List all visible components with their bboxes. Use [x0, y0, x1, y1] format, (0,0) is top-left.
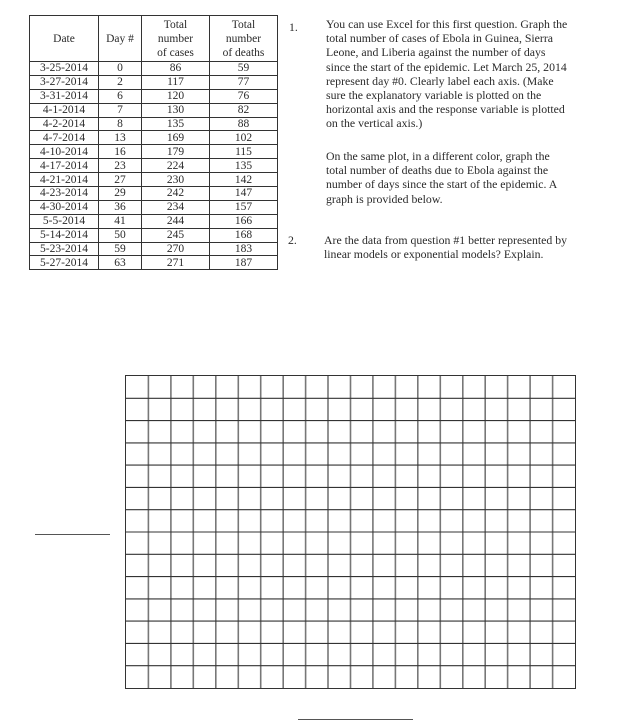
cell-day: 59 — [99, 242, 142, 256]
cell-date: 4-17-2014 — [30, 159, 99, 173]
cell-deaths: 76 — [210, 89, 278, 103]
cell-deaths: 147 — [210, 187, 278, 201]
cell-date: 4-7-2014 — [30, 131, 99, 145]
cell-cases: 270 — [142, 242, 210, 256]
table-row — [30, 173, 278, 187]
table-row — [30, 256, 278, 270]
cell-day: 29 — [99, 187, 142, 201]
cell-day: 41 — [99, 214, 142, 228]
cell-date: 3-27-2014 — [30, 75, 99, 89]
y-axis-label-blank[interactable] — [35, 534, 110, 535]
cell-day: 7 — [99, 103, 142, 117]
table-row — [30, 187, 278, 201]
cell-day: 8 — [99, 117, 142, 131]
cell-day: 27 — [99, 173, 142, 187]
cell-deaths: 82 — [210, 103, 278, 117]
cell-date: 5-5-2014 — [30, 214, 99, 228]
cell-day: 0 — [99, 62, 142, 76]
x-axis-label-blank[interactable] — [298, 719, 413, 720]
cell-date: 5-23-2014 — [30, 242, 99, 256]
header-date: Date — [30, 16, 99, 62]
question-1-part-2-text — [326, 149, 572, 206]
cell-day: 63 — [99, 256, 142, 270]
cell-deaths: 166 — [210, 214, 278, 228]
cell-cases: 234 — [142, 200, 210, 214]
table-row — [30, 117, 278, 131]
cell-cases: 135 — [142, 117, 210, 131]
cell-day: 16 — [99, 145, 142, 159]
cell-deaths: 77 — [210, 75, 278, 89]
cell-cases: 86 — [142, 62, 210, 76]
grid-lines — [126, 376, 577, 690]
cell-deaths: 59 — [210, 62, 278, 76]
cell-cases: 169 — [142, 131, 210, 145]
cell-day: 36 — [99, 200, 142, 214]
table-header-row — [30, 16, 278, 62]
cell-deaths: 135 — [210, 159, 278, 173]
table-row — [30, 214, 278, 228]
question-1-paragraph-1: You can use Excel for this first question. Graph the total number of cases of Ebola in Guinea, Sierra Leone, and Liberia against the number of days since the start of the epidemic. Let March 25, 2014 represent day #0. Clearly label each axis. (Make sure the explanatory variable is plotted on the horizontal axis and the response variable is plotted on the vertical axis.) — [326, 17, 568, 131]
ebola-data-table — [29, 15, 278, 270]
cell-day: 6 — [99, 89, 142, 103]
question-1-number: 1. — [289, 20, 298, 34]
table-row — [30, 200, 278, 214]
header-cases: Total number of cases — [142, 16, 210, 62]
graph-grid — [125, 375, 576, 689]
cell-day: 23 — [99, 159, 142, 173]
question-2-text — [324, 233, 574, 261]
cell-deaths: 157 — [210, 200, 278, 214]
header-day: Day # — [99, 16, 142, 62]
cell-cases: 242 — [142, 187, 210, 201]
cell-deaths: 187 — [210, 256, 278, 270]
table-row — [30, 228, 278, 242]
question-1-text — [326, 17, 572, 131]
cell-cases: 179 — [142, 145, 210, 159]
cell-deaths: 168 — [210, 228, 278, 242]
cell-day: 13 — [99, 131, 142, 145]
cell-cases: 117 — [142, 75, 210, 89]
cell-cases: 245 — [142, 228, 210, 242]
table-row — [30, 75, 278, 89]
table-row — [30, 62, 278, 76]
cell-cases: 271 — [142, 256, 210, 270]
table-row — [30, 242, 278, 256]
table-row — [30, 103, 278, 117]
question-1-paragraph-2: On the same plot, in a different color, graph the total number of deaths due to Ebola against the number of days since the start of the epidemic. A graph is provided below. — [326, 149, 557, 206]
cell-date: 5-27-2014 — [30, 256, 99, 270]
table-row — [30, 89, 278, 103]
cell-cases: 224 — [142, 159, 210, 173]
cell-cases: 130 — [142, 103, 210, 117]
cell-day: 50 — [99, 228, 142, 242]
header-deaths: Total number of deaths — [210, 16, 278, 62]
cell-date: 3-25-2014 — [30, 62, 99, 76]
cell-deaths: 183 — [210, 242, 278, 256]
table-row — [30, 145, 278, 159]
cell-date: 4-23-2014 — [30, 187, 99, 201]
table-row — [30, 131, 278, 145]
cell-deaths: 142 — [210, 173, 278, 187]
cell-cases: 244 — [142, 214, 210, 228]
table-row — [30, 159, 278, 173]
cell-date: 4-30-2014 — [30, 200, 99, 214]
cell-date: 3-31-2014 — [30, 89, 99, 103]
cell-cases: 120 — [142, 89, 210, 103]
cell-deaths: 88 — [210, 117, 278, 131]
cell-date: 5-14-2014 — [30, 228, 99, 242]
cell-deaths: 102 — [210, 131, 278, 145]
cell-cases: 230 — [142, 173, 210, 187]
cell-date: 4-10-2014 — [30, 145, 99, 159]
cell-day: 2 — [99, 75, 142, 89]
question-2-number: 2. — [288, 233, 297, 247]
question-2-paragraph: Are the data from question #1 better represented by linear models or exponential models? Explain. — [324, 233, 568, 262]
cell-date: 4-1-2014 — [30, 103, 99, 117]
cell-date: 4-21-2014 — [30, 173, 99, 187]
cell-deaths: 115 — [210, 145, 278, 159]
cell-date: 4-2-2014 — [30, 117, 99, 131]
